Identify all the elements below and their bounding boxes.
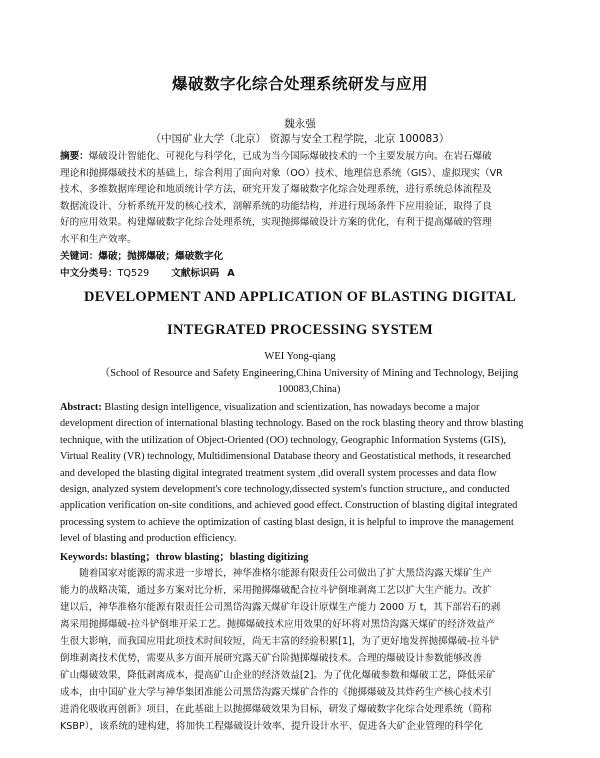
classification-code: TQ529 [117,268,150,279]
english-abstract-line: development direction of international blasting technology. Based on the rock blasting theory and throw blasting [60,418,524,430]
body-line: 进消化吸收再创新》项目，在此基础上以抛掷爆破效果为目标，研发了爆破数字化综合处理系统（简称 [60,704,492,715]
english-abstract-line: and developed the blasting digital integrated treatment system ,did overall system processes and data flow [60,467,497,479]
chinese-abstract-line: 理论和抛掷爆破技术的基础上，综合利用了面向对象（OO）技术、地理信息系统（GIS）、虚拟现实（VR [60,167,503,179]
english-keywords-text: blasting；throw blasting；blasting digitizing [108,552,309,563]
body-line: 矿山爆破效果，降低剥离成本，提高矿山企业的经济效益[2]。为了优化爆破参数和爆破工艺，降低采矿 [60,670,496,681]
english-affiliation [60,366,558,398]
english-title-line-2: INTEGRATED PROCESSING SYSTEM [167,322,433,338]
body-line: 建以后，神华准格尔能源有限责任公司黑岱沟露天煤矿年设计原煤生产能力 2000 万 t，其下部岩石的剥 [60,602,501,613]
body-line: 离采用抛掷爆破-拉斗铲倒堆开采工艺。抛掷爆破技术应用效果的好坏将对黑岱沟露天煤矿的经济效益产 [60,619,496,630]
english-abstract-line: Abstract: Blasting design intelligence, visualization and scientization, has nowadays become a major [60,402,480,413]
english-abstract-line: application verification on-site conditions, and achieved good effect. Construction of blasting digital integrated [60,500,518,512]
body-line: 倒堆剥离技术优势，需要从多方面开展研究露天矿台阶抛掷爆破技术。合理的爆破设计参数能够改善 [60,653,483,664]
english-keywords-label: Keywords: [60,552,109,563]
chinese-abstract-line: 摘要：爆破设计智能化、可视化与科学化，已成为当今国际爆破技术的一个主要发展方向。在岩石爆破 [60,151,492,162]
classification-label: 中文分类号： [60,268,118,279]
english-author: WEI Yong-qiang [264,351,336,362]
chinese-classification [60,266,558,283]
document-code-label: 文献标识码 [171,268,220,279]
body-line: KSBP），该系统的建构建，将加快工程爆破设计效率、提升设计水平、促进各大矿企业管理的科学化 [60,721,483,732]
chinese-abstract [60,149,558,249]
english-affiliation-line: （School of Resource and Safety Engineering,China University of Mining and Technology, Beijing [99,368,519,379]
english-abstract-label: Abstract: [60,402,102,413]
body-line: 能力的战略决策，通过多方案对比分析，采用抛掷爆破配合拉斗铲倒堆剥离工艺以扩大生产能力。改扩 [60,585,492,596]
body-paragraph [60,565,558,735]
english-abstract [60,400,558,548]
chinese-keywords-label: 关键词： [60,251,99,262]
english-affiliation-line: 100083,China) [277,384,341,395]
body-line: 生很大影响，而我国应用此项技术时间较短，尚无丰富的经验积累[1]，为了更好地发挥抛掷爆破-拉斗铲 [60,636,500,647]
english-abstract-line: technique, with the utilization of Object-Oriented (OO) technology, Geographic Information Systems (GIS), [60,434,506,446]
english-abstract-line: design, analyzed system development's core technology,dissected system's function structure,, and conducted [60,484,510,496]
chinese-abstract-line: 技术、多维数据库理论和地质统计学方法，研究开发了爆破数字化综合处理系统，进行系统总体流程及 [60,184,492,196]
english-keywords [60,548,558,563]
english-abstract-line: Virtual Reality (VR) technology, Multidimensional Database theory and Geostatistical methods, it researched [60,451,511,463]
chinese-keywords-text: 爆破；抛掷爆破；爆破数字化 [98,251,224,262]
chinese-abstract-line: 水平和生产效率。 [60,233,137,245]
english-title-line-1: DEVELOPMENT AND APPLICATION OF BLASTING DIGITAL [83,289,517,305]
chinese-abstract-label: 摘要： [60,151,89,162]
chinese-keywords [60,249,558,266]
chinese-affiliation: （中国矿业大学（北京） 资源与安全工程学院，北京 100083） [150,133,450,145]
chinese-author: 魏永强 [284,118,316,130]
chinese-title: 爆破数字化综合处理系统研发与应用 [171,75,428,93]
document-code: A [227,268,235,279]
english-abstract-line: level of blasting and production efficiency. [60,533,237,545]
english-abstract-line: processing system to achieve the optimization of casting blast design, it is helpful to improve the management [60,516,514,528]
chinese-abstract-line: 好的应用效果。构建爆破数字化综合处理系统，实现抛掷爆破设计方案的优化，有利于提高爆破的管理 [60,217,492,229]
body-line: 随着国家对能源的需求进一步增长，神华准格尔能源有限责任公司做出了扩大黑岱沟露天煤矿生产 [60,568,492,579]
chinese-abstract-line: 数据流设计、分析系统开发的核心技术，剖解系统的功能结构，并进行现场条件下应用验证，取得了良 [60,200,492,212]
body-line: 成本，由中国矿业大学与神华集团准能公司黑岱沟露天煤矿合作的《抛掷爆破及其炸药生产核心技术引 [60,687,492,698]
